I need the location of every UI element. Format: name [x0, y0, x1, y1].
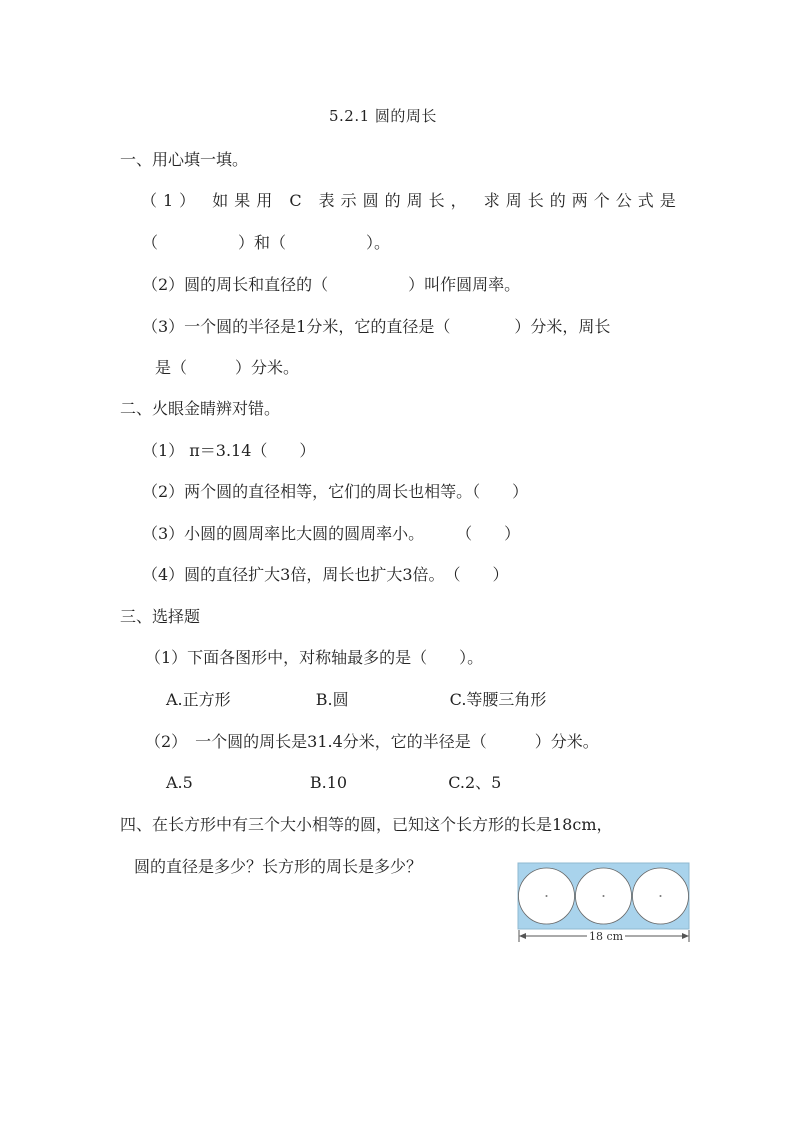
- section-heading-1: 一、用心填一填。: [120, 150, 249, 169]
- arrow-left-icon: [519, 933, 526, 939]
- circle-center-dot: [660, 895, 662, 897]
- options-line: A.正方形 B.圆 C.等腰三角形: [166, 690, 547, 709]
- question-line: （4）圆的直径扩大3倍，周长也扩大3倍。 （ ）: [142, 565, 509, 584]
- arrow-right-icon: [682, 933, 689, 939]
- question-line: （2）圆的周长和直径的（ ）叫作圆周率。: [142, 275, 521, 294]
- circle-center-dot: [546, 895, 548, 897]
- question-line: （1） 如果用 C 表示圆的周长， 求周长的两个公式是: [141, 191, 682, 210]
- question-line: （1） π＝3.14（ ）: [142, 441, 316, 460]
- rectangle-three-circles-figure: [517, 862, 693, 944]
- question-line: 是（ ）分米。: [155, 358, 300, 377]
- dimension-label: 18 cm: [588, 930, 624, 943]
- question-line: （1）下面各图形中，对称轴最多的是（ ）。: [145, 648, 484, 667]
- page-title: 5.2.1 圆的周长: [329, 107, 437, 125]
- section-heading-4: 四、在长方形中有三个大小相等的圆，已知这个长方形的长是18cm，: [120, 815, 613, 834]
- question-line: （2）两个圆的直径相等，它们的周长也相等。（ ）: [142, 482, 529, 501]
- circle-center-dot: [603, 895, 605, 897]
- question-line: （3）一个圆的半径是1分米，它的直径是（ ）分米，周长: [142, 317, 611, 336]
- question-line: 圆的直径是多少？长方形的周长是多少？: [134, 857, 423, 876]
- options-line: A.5 B.10 C.2、5: [166, 773, 502, 792]
- section-heading-3: 三、选择题: [120, 607, 201, 626]
- question-line: （ ）和（ ）。: [142, 233, 391, 252]
- question-line: （3）小圆的圆周率比大圆的圆周率小。 （ ）: [142, 524, 521, 543]
- question-line: （2） 一个圆的周长是31.4分米，它的半径是（ ）分米。: [145, 732, 599, 751]
- section-heading-2: 二、火眼金睛辨对错。: [120, 399, 281, 418]
